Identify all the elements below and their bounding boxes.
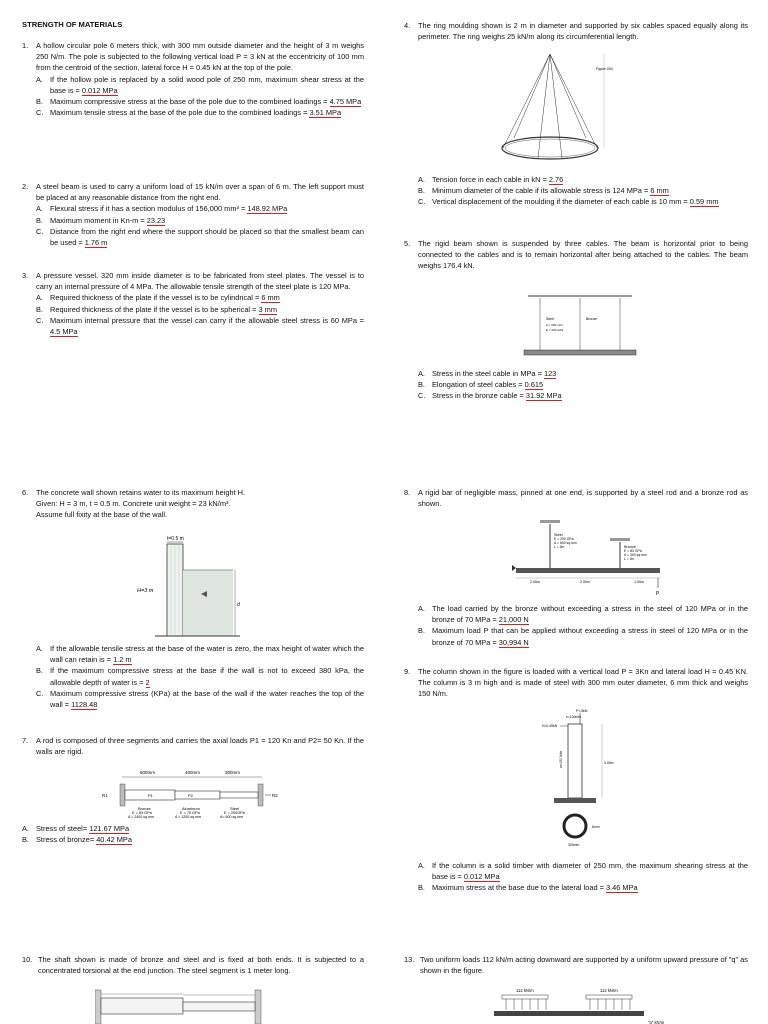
svg-text:112 kN/m: 112 kN/m [516,988,534,993]
answer: 3.51 MPa [309,108,342,118]
problem-text: A pressure vessel, 320 mm inside diameter is to be fabricated from steel plates. The vessel is to carry an internal pressure of 4 MPa. The allowable tensile strength of the steel plate is 120 MPa. [36,271,364,292]
problem-number: 4. [404,21,411,30]
svg-text:6mm: 6mm [592,825,600,829]
problem-7-options [22,823,364,845]
retaining-wall-figure [135,532,255,640]
problem-number: 10. [22,955,33,964]
answer: 31.92 MPa [525,391,562,401]
option-letter: A. [36,293,43,303]
answer: 6 mm [650,186,669,196]
rigid-bar-figure [510,520,670,598]
problem-number: 7. [22,736,29,745]
composite-rod-figure [100,766,290,822]
option-text: Maximum load P that can be applied without exceeding a stress in steel of 120 MPa or in the bronze of 70 MPa = 30,994 N [432,626,748,647]
problem-3 [22,270,364,337]
svg-text:Bronze: Bronze [586,317,598,321]
option-letter: C. [418,391,426,401]
svg-text:E = 83 GPa: E = 83 GPa [132,811,152,815]
option-letter: B. [22,835,29,845]
option-text: If the hollow pole is replaced by a solid wood pole of 250 mm, maximum shear stress at the base is = 0.012 MPa [50,74,364,95]
problem-4 [404,20,748,42]
problem-5-options [404,368,748,402]
height-label: H=3 m [137,588,154,594]
option-letter: A. [22,824,29,833]
option-text: If the allowable tensile stress at the base of the water is zero, the max height of water which the wall can retain is = 1.2 m [50,644,364,665]
ring-cables-figure [500,50,620,166]
problem-1 [22,40,364,118]
option-letter: C. [36,108,44,118]
option-letter: C. [36,688,44,698]
problem-8-options [404,603,748,648]
answer: 1.76 m [84,238,108,248]
problem-text: The rigid beam shown is suspended by three cables. The beam is horizontal prior to being connected to the cables and is to remain horizontal after being attached to the cables. The beam weighs 176.4 kN. [418,239,748,271]
document-title: STRENGTH OF MATERIALS [22,20,123,29]
svg-text:e=100mm: e=100mm [566,715,582,719]
problem-2 [22,181,364,248]
option-text: If the column is a solid timber with diameter of 250 mm, the maximum shearing stress at the base is = 0.012 MPa [432,861,748,882]
option-letter: B. [36,304,43,314]
option-text: Stress of steel= 121.67 MPa [36,824,130,833]
answer: 23.23 [146,215,166,225]
option-letter: A. [36,204,43,214]
option-letter: C. [418,197,426,207]
svg-text:Aluminum: Aluminum [182,806,200,811]
option-text: Maximum compressive stress at the base of the pole due to the combined loadings = 4.75 MPa [50,97,362,107]
option-text: Minimum diameter of the cable if its allowable stress is 124 MPa = 6 mm [432,186,669,196]
problem-4-options [404,174,748,208]
svg-text:600mm: 600mm [140,770,156,775]
problem-text: A hollow circular pole 6 meters thick, with 300 mm outside diameter and the height of 3 m weighs 250 N/m. The pole is subjected to the following vertical load P = 3 kN at the eccentricity of 100 mm from the centroid of the section, lateral force H = 0.45 kN at the top of the pole. [36,41,364,73]
depth-label: d [237,602,240,608]
answer: 0.615 [524,380,544,390]
uniform-loads-figure [490,984,690,1024]
problem-9 [404,666,748,700]
option-letter: A. [418,604,425,613]
svg-text:300mm: 300mm [225,770,241,775]
option-text: Maximum stress at the base due to the lateral load = 3.46 MPa [432,883,638,893]
svg-text:"q" kN/m: "q" kN/m [648,1020,665,1024]
svg-text:Steel: Steel [230,806,240,811]
answer: 21,000 N [498,615,529,625]
problem-8 [404,487,748,509]
option-letter: A. [418,369,425,378]
option-text: If the maximum compressive stress at the base if the wall is not to exceed 380 kPa, the allowable depth of water is = 2 [50,666,364,687]
problem-text: A rigid bar of negligible mass, pinned at one end, is supported by a steel rod and a bronze rod as shown. [418,488,748,509]
option-letter: A. [418,175,425,184]
answer: 2.76 [548,175,564,184]
svg-text:2.00m: 2.00m [530,580,540,584]
problem-13 [404,954,748,976]
answer: 148.92 MPa [247,204,288,214]
problem-text: The concrete wall shown retains water to its maximum height H. Given: H = 3 m, t = 0.5 m. Concrete unit weight = 23 kN/m³. Assume full fixity at the base of the wall. [36,488,246,520]
answer: 6 mm [261,293,280,303]
option-letter: B. [418,380,425,390]
problem-6-options [22,643,364,710]
option-text: Required thickness of the plate if the vessel is to be spherical = 3 mm [50,304,277,314]
answer: 2 [145,677,150,687]
answer: 0.012 MPa [81,85,118,95]
option-letter: B. [36,97,43,107]
problem-number: 5. [404,239,411,248]
option-letter: A. [36,644,43,653]
svg-text:3.00m: 3.00m [604,761,614,765]
problem-number: 6. [22,488,29,497]
figure-label: Figure 004 [596,67,613,71]
problem-text: The ring moulding shown is 2 m in diameter and supported by six cables spaced equally along its perimeter. The ring weighs 25 kN/m along its circumferential length. [418,21,748,42]
option-text: Maximum internal pressure that the vessel can carry if the allowable steel stress is 60 MPa = 4.5 MPa [50,315,364,337]
answer: 30,994 N [498,637,529,647]
svg-text:A = 600 sq.mm: A = 600 sq.mm [554,541,577,545]
svg-text:2.00m: 2.00m [580,580,590,584]
option-text: Required thickness of the plate if the vessel is to be cylindrical = 6 mm [50,293,280,303]
svg-text:1.00m: 1.00m [634,580,644,584]
option-letter: C. [36,226,44,236]
answer: 0.59 mm [689,197,719,207]
answer: 0.012 MPa [463,872,500,882]
svg-text:A = 300 sq.mm: A = 300 sq.mm [624,553,647,557]
answer: 123 [543,369,557,378]
svg-text:P=3kN: P=3kN [576,709,588,713]
answer: 1128.48 [71,700,98,710]
problem-10 [22,954,364,976]
problem-text: Two uniform loads 112 kN/m acting downward are supported by a uniform upward pressure of "q" as shown in the figure. [420,955,748,976]
svg-text:Steel: Steel [554,533,563,537]
problem-text: The shaft shown is made of bronze and steel and is fixed at both ends. It is subjected to a concentrated torsional at the end junction. The steel segment is 1 meter long. [38,955,364,976]
option-text: Stress in the bronze cable = 31.92 MPa [432,391,562,401]
answer: 3 mm [258,304,277,314]
svg-text:112 kN/m: 112 kN/m [600,988,618,993]
pin-support-icon [512,565,516,571]
problem-number: 3. [22,271,29,280]
option-text: Tension force in each cable in kN = 2.76 [432,175,564,184]
option-letter: C. [36,315,44,325]
option-letter: A. [36,74,43,84]
problem-number: 8. [404,488,411,497]
problem-text: A steel beam is used to carry a uniform load of 15 kN/m over a span of 6 m. The left support must be placed at any reasonable distance from the right end. [36,182,364,203]
option-text: Vertical displacement of the moulding if the diameter of each cable is 10 mm = 0.59 mm [432,197,719,207]
option-letter: B. [418,883,425,893]
problem-number: 9. [404,667,411,676]
svg-text:L = 2m: L = 2m [624,557,635,561]
svg-text:P: P [656,591,660,597]
option-text: Maximum compressive stress (KPa) at the base of the wall if the water reaches the top of the wall = 1128.48 [50,688,364,710]
svg-text:H=0.45kN: H=0.45kN [542,724,558,728]
problem-9-options [404,860,748,894]
svg-text:R1: R1 [102,793,108,798]
option-text: The load carried by the bronze without exceeding a stress in the steel of 120 MPa or in the bronze of 70 MPa = 21,000 N [432,604,748,625]
problem-number: 2. [22,182,29,191]
rigid-beam-cables-figure [520,290,640,362]
answer: 4.5 MPa [50,327,78,337]
option-letter: A. [418,861,425,870]
svg-text:Bronze: Bronze [624,545,637,549]
problem-6 [22,487,364,521]
svg-text:L = 3m: L = 3m [554,545,565,549]
thickness-label: t=0.5 m [167,536,184,542]
svg-text:R2: R2 [272,793,278,798]
answer: 1.2 m [113,655,132,665]
svg-text:A = 2400 sq.mm: A = 2400 sq.mm [128,815,155,819]
svg-text:E = 200 GPa: E = 200 GPa [554,537,574,541]
svg-text:Steel: Steel [546,317,554,321]
option-letter: B. [36,666,43,676]
option-text: Maximum tensile stress at the base of the pole due to the combined loadings = 3.51 MPa [50,108,342,118]
shaft-figure [95,986,265,1024]
answer: 3.46 MPa [605,883,638,893]
answer: 40.42 MPa [96,835,132,845]
svg-text:E = 200 GPa: E = 200 GPa [546,328,564,332]
option-letter: B. [418,186,425,196]
svg-text:P1: P1 [148,793,153,798]
answer: 4.75 MPa [329,97,362,107]
svg-text:A = 1200 sq.mm: A = 1200 sq.mm [175,815,202,819]
problem-number: 1. [22,41,29,50]
answer: 121.67 MPa [89,824,130,833]
problem-7 [22,735,364,757]
svg-text:Bronze: Bronze [138,806,151,811]
svg-text:A = 600 mm²: A = 600 mm² [546,323,564,327]
svg-text:P2: P2 [188,793,193,798]
svg-text:w=150 N/m: w=150 N/m [559,750,563,768]
svg-text:E = 200GPa: E = 200GPa [224,811,245,815]
svg-text:E = 83 GPa: E = 83 GPa [624,549,642,553]
option-text: Distance from the right end where the support should be placed so that the smallest beam can be used = 1.76 m [50,226,364,248]
svg-text:A= 600 sq.mm: A= 600 sq.mm [220,815,244,819]
option-letter: B. [418,626,425,636]
option-text: Stress in the steel cable in MPa = 123 [432,369,557,378]
svg-text:E = 70 GPa: E = 70 GPa [180,811,200,815]
option-letter: B. [36,215,43,225]
svg-text:400mm: 400mm [185,770,201,775]
problem-5 [404,238,748,272]
option-text: Stress of bronze= 40.42 MPa [36,835,132,845]
column-figure [540,708,620,850]
problem-text: The column shown in the figure is loaded with a vertical load P = 3Kn and lateral load H = 0.45 KN. The column is 3 m high and is made of steel with 300 mm outer diameter, 6 mm thick and weighs 150 N/m. [418,667,748,699]
option-text: Elongation of steel cables = 0.615 [432,380,544,390]
svg-text:300mm: 300mm [568,843,580,847]
problem-text: A rod is composed of three segments and carries the axial loads P1 = 120 Kn and P2= 50 Kn. If the walls are rigid. [36,736,364,757]
option-text: Flexural stress if it has a section modulus of 156,000 mm³ = 148.92 MPa [50,204,288,214]
option-text: Maximum moment in Kn-m = 23.23 [50,215,166,225]
problem-number: 13. [404,955,415,964]
